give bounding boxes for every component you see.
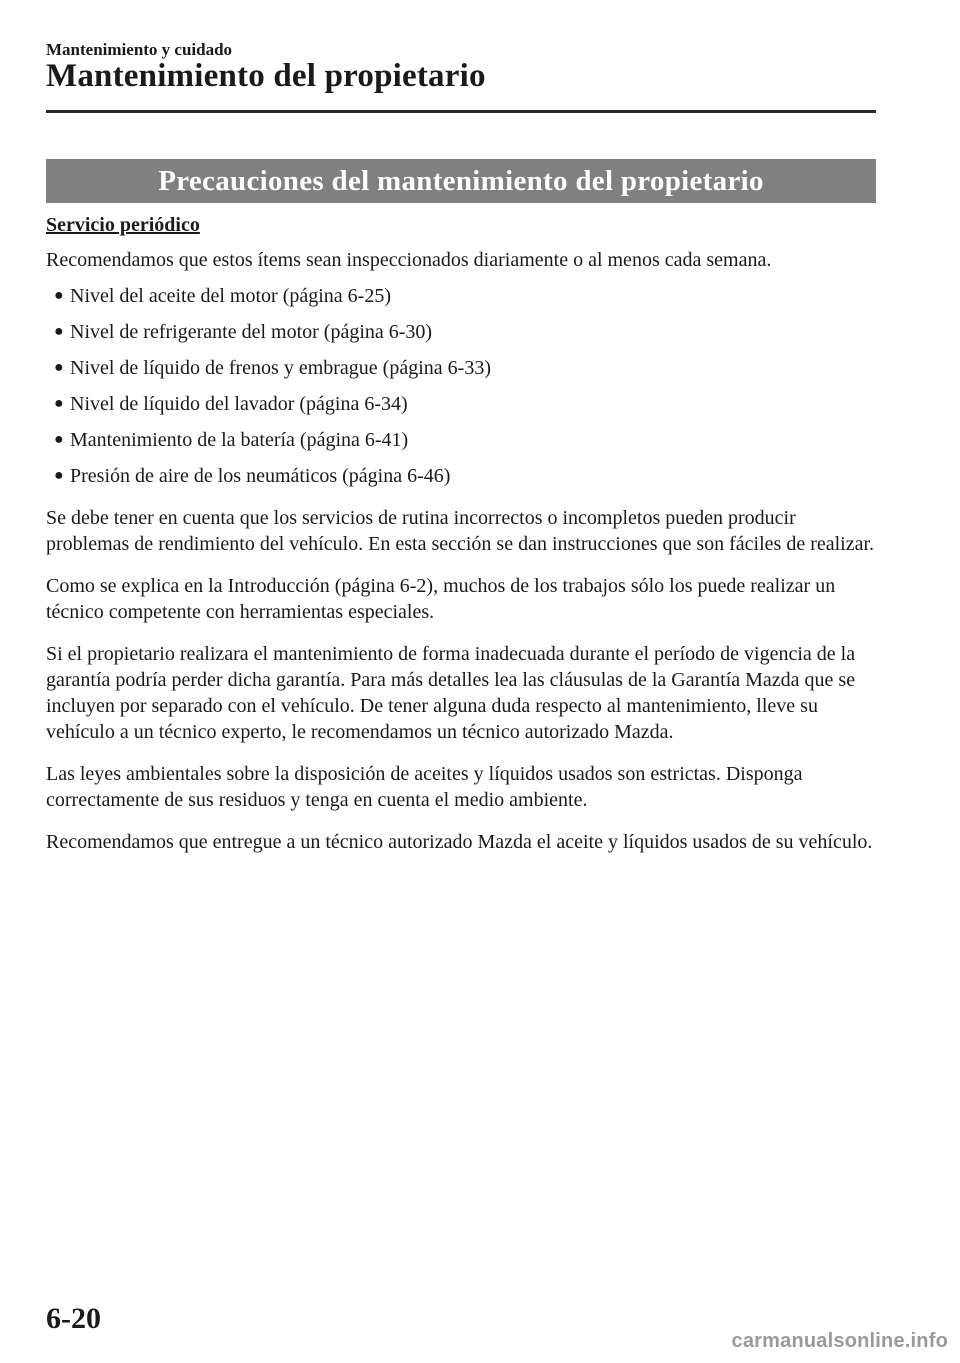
- page-number: 6-20: [46, 1302, 101, 1335]
- list-item: [46, 319, 876, 345]
- bullet-icon: ●: [54, 323, 64, 340]
- list-item-text: Nivel de líquido del lavador (página 6-34): [70, 393, 408, 415]
- paragraph-environment: Las leyes ambientales sobre la disposición de aceites y líquidos usados son estrictas. Disponga correctamente de sus residuos y tenga en cuenta el medio ambiente.: [46, 763, 803, 811]
- chapter-rule: [46, 110, 876, 113]
- bullet-icon: ●: [54, 395, 64, 412]
- list-item-text: Nivel de refrigerante del motor (página 6-30): [70, 321, 433, 343]
- inspection-checklist: [46, 283, 876, 489]
- bullet-icon: ●: [54, 431, 64, 448]
- chapter-title: Mantenimiento del propietario: [46, 58, 486, 94]
- watermark: carmanualsonline.info: [731, 1330, 948, 1352]
- list-item-text: Nivel de líquido de frenos y embrague (página 6-33): [70, 357, 491, 379]
- intro-paragraph: Recomendamos que estos ítems sean inspeccionados diariamente o al menos cada semana.: [46, 249, 772, 271]
- bullet-icon: ●: [54, 359, 64, 376]
- paragraph-warranty: Si el propietario realizara el mantenimiento de forma inadecuada durante el período de vigencia de la garantía podría perder dicha garantía. Para más detalles lea las cláusulas de la Garantía Mazda que se incluyen por separado con el vehículo. De tener alguna duda respecto al mantenimiento, lleve su vehículo a un técnico experto, le recomendamos un técnico autorizado Mazda.: [46, 643, 856, 743]
- paragraph-disposal: Recomendamos que entregue a un técnico autorizado Mazda el aceite y líquidos usados de su vehículo.: [46, 831, 873, 853]
- paragraph-routine-service: Se debe tener en cuenta que los servicios de rutina incorrectos o incompletos pueden producir problemas de rendimiento del vehículo. En esta sección se dan instrucciones que son fáciles de realizar.: [46, 507, 875, 555]
- list-item: [46, 391, 876, 417]
- paragraph-introduction-ref: Como se explica en la Introducción (página 6-2), muchos de los trabajos sólo los puede realizar un técnico competente con herramientas especiales.: [46, 575, 836, 623]
- bullet-icon: ●: [54, 287, 64, 304]
- list-item-text: Nivel del aceite del motor (página 6-25): [70, 285, 391, 307]
- subheading: Servicio periódico: [46, 214, 200, 236]
- list-item: [46, 283, 876, 309]
- section-kicker: Mantenimiento y cuidado: [46, 40, 233, 59]
- section-banner: Precauciones del mantenimiento del propietario: [46, 159, 876, 203]
- list-item: [46, 427, 876, 453]
- bullet-icon: ●: [54, 467, 64, 484]
- content: [46, 212, 876, 871]
- list-item-text: Presión de aire de los neumáticos (página 6-46): [70, 465, 451, 487]
- list-item: [46, 355, 876, 381]
- list-item: [46, 463, 876, 489]
- list-item-text: Mantenimiento de la batería (página 6-41): [70, 429, 409, 451]
